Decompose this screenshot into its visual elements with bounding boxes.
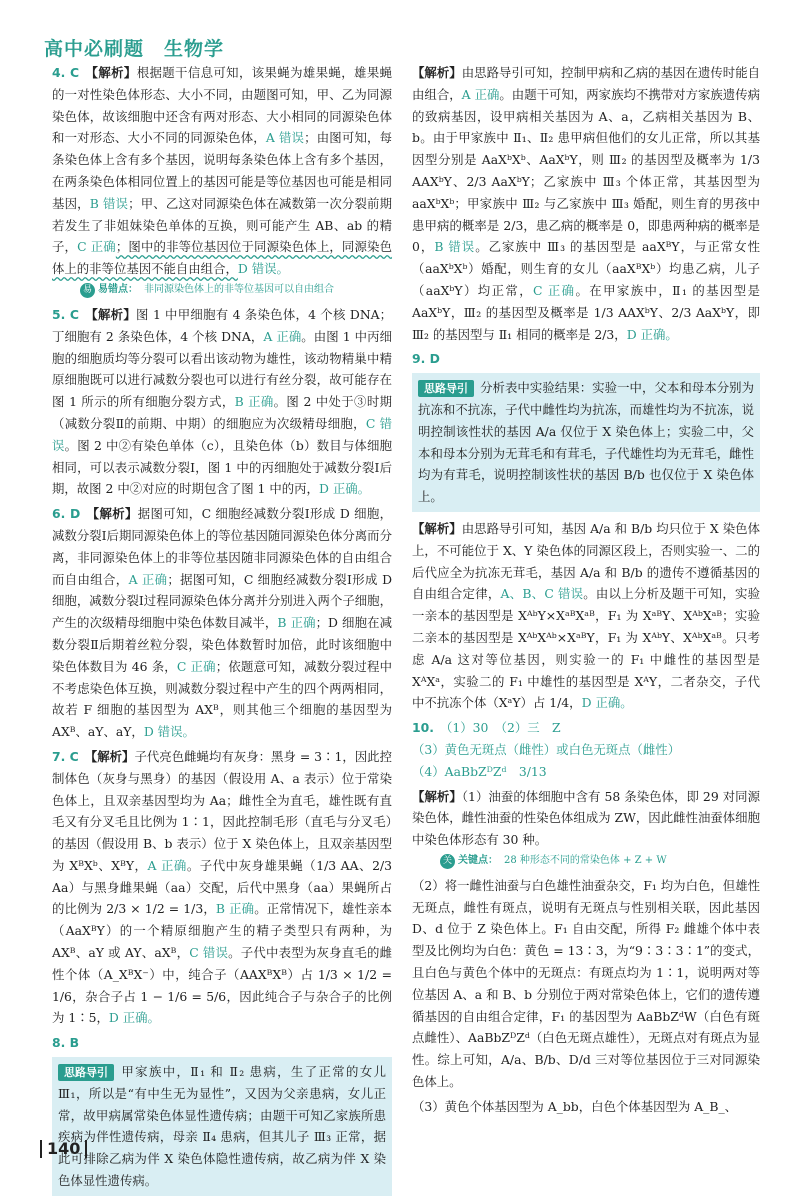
answer-5 [52,304,392,500]
answer-10-part3 [412,1096,760,1118]
analysis-text: 。正常情况下，雄性亲本（AaXᴮY）的一个精原细胞产生的精子类型只有两种，为 AXᴮ、aY 或 AY、aXᴮ， [52,901,393,961]
header [44,34,224,64]
option-verdict: D 错误。 [143,724,195,740]
analysis-text: 。由图 1 中丙细胞的细胞质均等分裂可以看出该动物为雄性，该动物精巢中精原细胞既可以进行减数分裂也可以进行有丝分裂，故可能存在图 1 所示的所有细胞分裂方式， [52,328,392,410]
analysis-tag: 【解析】 [86,506,138,522]
analysis-text: 据图可知，C 细胞经减数分裂Ⅰ形成 D 细胞，减数分裂Ⅰ后期同源染色体上的等位基因随同源染色体分离而分离，非同源染色体上的非等位基因随非同源染色体的自由组合而自由组合， [52,506,393,587]
option-verdict: A 正确 [461,86,500,102]
left-column [52,62,392,1202]
question-number: 9. D [412,351,440,367]
note-label: 关键点： [458,854,498,866]
right-column [412,62,760,1121]
option-verdict: D 正确。 [108,1010,160,1026]
analysis-text: 图 1 中甲细胞有 4 条染色体，4 个核 DNA；丁细胞有 2 条染色体，4 个核 DNA， [52,306,392,344]
analysis-text: 。图 2 中②有染色单体（c），且染色体（b）数目与体细胞相同，可以表示减数分裂Ⅰ，图 1 中的丙细胞处于减数分裂Ⅰ后期，故图 2 中②对应的时期包含了图 1 中的丙， [52,437,393,497]
option-verdict: C 正确 [533,282,576,298]
option-verdict: D 正确。 [626,326,678,342]
option-verdict: C 错误 [52,415,393,453]
analysis-tag: 【解析】 [412,520,462,536]
page-header-title: 高中必刷题 生物学 [44,38,225,60]
analysis-text: 。在甲家族中，Ⅱ₁ 的基因型是 AaXᵇY，Ⅲ₂ 的基因型及概率是 1/3 AAXᵇY、2/3 AaXᵇY，即 Ⅲ₂ 的基因型与 Ⅱ₁ 相同的概率是 2/3， [412,282,760,342]
analysis-text: 。由题干可知，两家族均不携带对方家族遗传病的致病基因，设甲病相关基因为 A、a，乙病相关基因为 B、b。由于甲家族中 Ⅱ₁、Ⅱ₂ 患甲病但他们的女儿正常，所以其基因型分别是 AaXᵇXᵇ、AaXᵇY，则 Ⅲ₂ 的基因型及概率为 1/3 AAXᵇY、2/3 AaXᵇY；乙家族中 Ⅲ₃ 个体正常，其基因型为 aaXᵇXᵇ；甲家族中 Ⅲ₂ 与乙家族中 Ⅲ₃ 婚配，则生育的男孩中患甲病的概率是 2/3，患乙病的概率是 0，即患两种病的概率是 0， [412,86,761,255]
option-verdict: A、B、C 错误 [500,586,584,602]
analysis-text: 。由以上分析及题干可知，实验一亲本的基因型是 XᴬᵇY×XᵃᴮXᵃᴮ，F₁ 为 XᵃᴮY、XᴬᵇXᵃᴮ；实验二亲本的基因型是 XᴬᵇXᴬᵇ×XᵃᴮY，F₁ 为 XᴬᵇY、XᴬᵇXᵃᴮ。只考虑 A/a 这对等位基因，则实验一的 F₁ 中雌性的基因型是 XᴬXᵃ，实验二的 F₁ 中雄性的基因型是 XᴬY，二者杂交，子代中不抗冻个体（XᵃY）占 1/4， [412,586,760,711]
analysis-text: （3）黄色个体基因型为 A_bb，白色个体基因型为 A_B_、 [412,1098,738,1114]
option-verdict: C 正确 [77,239,116,255]
answer-8-analysis [412,62,760,345]
analysis-text: 。乙家族中 Ⅲ₃ 的基因型是 aaXᴮY，与正常女性（aaXᵇXᵇ）婚配，则生育的女儿（aaXᴮXᵇ）均患乙病，儿子（aaXᵇY）均正常， [412,239,760,298]
question-number: 5. C [52,306,80,322]
answer-10-part2 [412,875,760,1093]
analysis-text: 。图 2 中处于③时期（减数分裂Ⅱ的前期、中期）的细胞应为次级精母细胞， [52,394,393,431]
answer-line: （4）AaBbZᴰZᵈ 3/13 [412,763,547,779]
option-verdict: B 错误 [434,239,476,255]
answer-line: （3）黄色无斑点（雌性）或白色无斑点（雌性） [412,741,681,757]
thinking-guide [52,1057,392,1196]
key-point-note [440,854,760,869]
option-verdict: B 正确 [277,615,316,631]
guide-text: 甲家族中，Ⅱ₁ 和 Ⅱ₂ 患病，生了正常的女儿 Ⅲ₁，所以是“有中生无为显性”，又因为父亲患病，女儿正常，故甲病属常染色体显性遗传病；由题干可知乙家族所患疾病为伴性遗传病，母亲 Ⅱ₄ 患病，但其儿子 Ⅲ₃ 正常，据此可排除乙病为伴 X 染色体隐性遗传病，故乙病为伴 X 染色体显性遗传病。 [58,1064,386,1189]
answer-line: （1）30 （2）三 Z [439,720,561,736]
answer-9-analysis [412,518,760,714]
option-verdict: B 错误 [89,195,129,211]
note-label: 易错点： [98,283,138,295]
analysis-text: ；甲、乙这对同源染色体在减数第一次分裂前期若发生了非姐妹染色单体的互换，则可能产生 AB、ab 的精子， [52,195,393,255]
analysis-text: ；据图可知，C 细胞经减数分裂Ⅰ形成 D 细胞，减数分裂Ⅰ过程同源染色体分离并分别进入两个子细胞，产生的次级精母细胞中染色体数目减半， [52,571,393,631]
note-text: 非同源染色体上的非等位基因可以自由组合 [144,283,334,295]
note-icon: 关 [440,854,455,869]
analysis-tag: 【解析】 [412,788,462,804]
analysis-text: ；由图可知，每条染色体上含有多个基因，说明每条染色体上含有多个基因，在两条染色体相同位置上的基因可能是等位基因也可能是相同基因， [52,130,393,211]
option-verdict: B 正确 [234,394,274,410]
answer-9 [412,348,760,370]
answer-4 [52,62,392,280]
answer-10 [412,717,760,782]
analysis-text: ；依题意可知，减数分裂过程中不考虑染色体互换，则减数分裂过程中产生的四个两两相同，故若 F 细胞的基因型为 AXᴮ，则其他三个细胞的基因型为 AXᴮ、aY、aY， [52,658,392,740]
answer-8 [52,1032,392,1054]
question-number: 10. [412,720,434,736]
analysis-text: 由思路导引可知，基因 A/a 和 B/b 均只位于 X 染色体上，不可能位于 X、Y 染色体的同源区段上，否则实验一、二的后代应全为抗冻无茸毛，基因 A/a 和 B/b 的遗传不遵循基因的自由组合定律， [412,520,760,602]
note-text: 28 种形态不同的常染色体 + Z + W [504,854,667,866]
question-number: 7. C [52,748,79,764]
analysis-tag: 【解析】 [85,65,137,80]
note-icon: 易 [80,283,95,298]
analysis-text: ；D 细胞在减数分裂Ⅱ后期着丝粒分裂，染色体数暂时加倍，此时该细胞中染色体数目为 46 条， [52,615,393,674]
option-verdict: D 正确。 [318,481,370,497]
answer-10-analysis [412,786,760,851]
page-number: 140 [40,1140,87,1158]
analysis-tag: 【解析】 [85,306,137,322]
answer-6 [52,503,392,743]
option-verdict: A 正确 [263,328,302,344]
question-number: 4. C [52,65,80,80]
guide-text: 分析表中实验结果：实验一中，父本和母本分别为抗冻和不抗冻，子代中雌性均为抗冻，而雄性均为不抗冻，说明控制该性状的基因 A/a 仅位于 X 染色体上；实验二中，父本和母本分别为无茸毛和有茸毛，子代雄性均为无茸毛，雌性均为有茸毛，说明控制该性状的基因 B/b 也仅位于 X 染色体上。 [418,380,754,505]
guide-tag: 思路导引 [58,1064,114,1081]
thinking-guide [412,373,760,512]
question-number: 8. B [52,1035,80,1051]
option-verdict: C 正确 [176,658,216,674]
option-verdict: A 正确 [147,857,187,873]
option-verdict: A 正确 [128,571,168,587]
analysis-text: 根据题干信息可知，该果蝇为雄果蝇，雄果蝇的一对性染色体形态、大小不同，由题图可知，甲、乙为同源染色体，故该细胞中还含有两对形态、大小相同的同源染色体和一对形态、大小不同的同源染色体， [52,65,393,146]
analysis-text: 。子代中灰身雄果蝇（1/3 AA、2/3 Aa）与黑身雌果蝇（aa）交配，后代中黑身（aa）果蝇所占的比例为 2/3 × 1/2 = 1/3， [52,857,393,917]
analysis-tag: 【解析】 [412,65,462,80]
guide-tag: 思路导引 [418,380,474,397]
analysis-text: （2）将一雌性油蚕与白色雄性油蚕杂交，F₁ 均为白色，但雄性无斑点，雌性有斑点，说明有无斑点与性别相关联，因此基因 D、d 位于 Z 染色体上。F₁ 自由交配，所得 F₂ 雌雄个体中表型及比例均为白色：黄色 = 13∶3，为“9∶3∶3∶1”的变式，且白色与黄色个体中的无斑点：有斑点均为 1∶1，说明两对等位基因 A、a 和 B、b 分别位于两对常染色体上，它们的遗传遵循基因的自由组合定律，F₁ 的基因型为 AaBbZᵈW（白色有斑点雌性）、AaBbZᴰZᵈ（白色无斑点雄性），无斑点对有斑点为显性。综上可知，A/a、B/b、D/d 三对等位基因位于三对同源染色体上。 [412,877,760,1090]
highlighted-text: ；图中的非等位基因位于同源染色体上，同源染色体上的非等位基因不能自由组合， [52,239,393,277]
option-verdict: D 错误。 [237,261,289,277]
analysis-text: 。子代中表型为灰身直毛的雌性个体（A_XᴮX⁻）中，纯合子（AAXᴮXᴮ）占 1/3 × 1/2 = 1/6，杂合子占 1 − 1/6 = 5/6，因此纯合子与杂合子的比例为 1∶5， [52,945,392,1026]
analysis-text: 子代亮色雌蝇均有灰身：黑身 = 3∶1，因此控制体色（灰身与黑身）的基因（假设用 A、a 表示）位于常染色体上，且双亲基因型均为 Aa；雌性全为直毛，雄性既有直毛又有分叉毛且比例为 1∶1，因此控制毛形（直毛与分叉毛）的基因（假设用 B、b 表示）位于 X 染色体上，且双亲基因型为 XᴮXᵇ、XᴮY， [52,748,392,873]
analysis-text: （1）油蚕的体细胞中含有 58 条染色体，即 29 对同源染色体，雌性油蚕的性染色体组成为 ZW，因此雌性油蚕体细胞中染色体形态有 30 种。 [412,788,760,848]
analysis-text: 由思路导引可知，控制甲病和乙病的基因在遗传时能自由组合， [412,65,761,102]
analysis-tag: 【解析】 [84,748,135,764]
option-verdict: B 正确 [215,901,255,917]
question-number: 6. D [52,506,81,522]
option-verdict: D 正确。 [581,695,633,711]
answer-7 [52,746,392,1029]
error-prone-note [80,283,392,298]
option-verdict: A 错误 [265,130,305,146]
option-verdict: C 错误 [189,945,229,961]
